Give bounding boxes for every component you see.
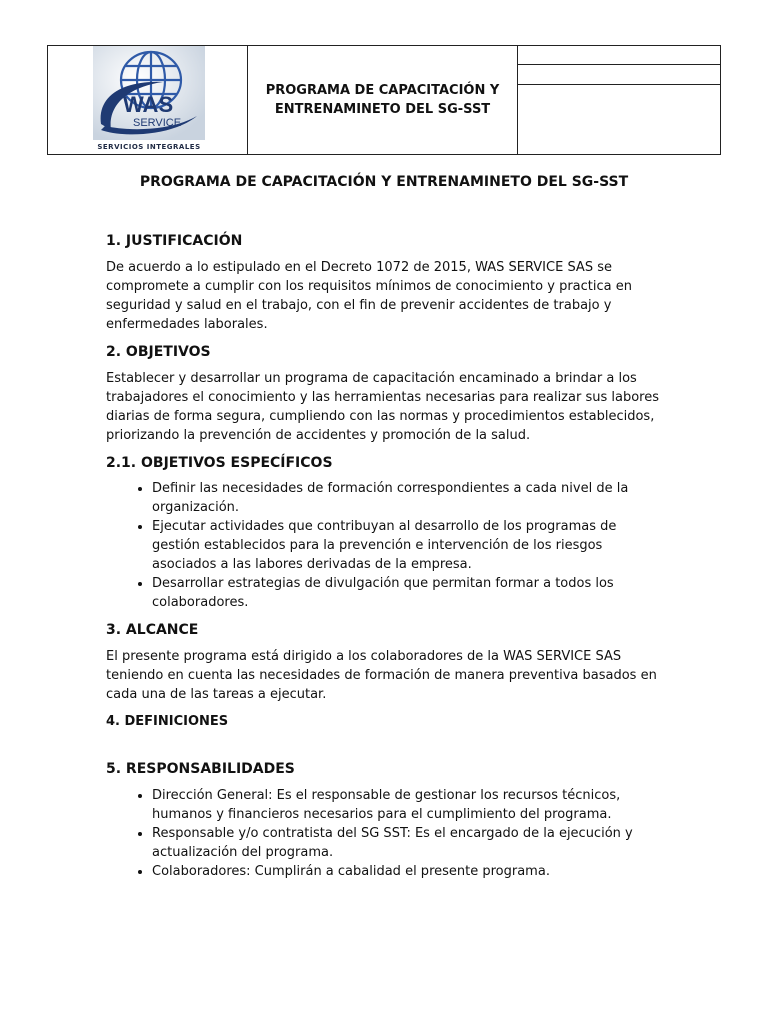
document-title: PROGRAMA DE CAPACITACIÓN Y ENTRENAMINETO DEL SG-SST <box>139 174 629 190</box>
list-item: • Desarrollar estrategias de divulgación que permitan formar a todos los colaboradores. <box>152 574 666 612</box>
header-meta-cell <box>518 46 720 154</box>
section-text-alcance: El presente programa está dirigido a los colaboradores de la WAS SERVICE SAS teniendo en cuenta las necesidades de formación de manera preventiva basados en cada una de las tareas a ejecutar. <box>106 649 657 702</box>
section-text-objetivos: Establecer y desarrollar un programa de capacitación encaminado a brindar a los trabajadores el conocimiento y las herramientas necesarias para realizar sus labores diarias de forma segura, cumpliendo con las normas y procedimientos establecidos, priorizando la prevención de accidentes y promoción de la salud. <box>106 371 659 443</box>
section-heading-objetivos: 2. OBJETIVOS <box>106 344 211 360</box>
objetivos-especificos-list <box>106 479 666 612</box>
list-item: • Dirección General: Es el responsable de gestionar los recursos técnicos, humanos y financieros necesarios para el cumplimiento del programa. <box>152 786 666 824</box>
document-header-table <box>47 45 721 155</box>
company-logo <box>93 46 205 154</box>
list-item: • Definir las necesidades de formación correspondientes a cada nivel de la organización. <box>152 479 666 517</box>
logo-caption: SERVICIOS INTEGRALES <box>93 140 205 154</box>
meta-row-version <box>518 65 720 85</box>
section-heading-definiciones: 4. DEFINICIONES <box>106 714 229 729</box>
list-item: • Colaboradores: Cumplirán a cabalidad el presente programa. <box>152 862 666 881</box>
header-title: PROGRAMA DE CAPACITACIÓN Y ENTRENAMINETO DEL SG-SST <box>248 46 518 154</box>
globe-logo-icon <box>93 46 205 140</box>
section-heading-responsabilidades: 5. RESPONSABILIDADES <box>106 761 295 777</box>
list-item: • Ejecutar actividades que contribuyan al desarrollo de los programas de gestión establecidos para la prevención e intervención de los riesgos asociados a las labores derivadas de la empresa. <box>152 517 666 574</box>
meta-row-code <box>518 46 720 65</box>
document-body <box>106 233 666 881</box>
responsabilidades-list <box>106 786 666 881</box>
list-item: • Responsable y/o contratista del SG SST: Es el encargado de la ejecución y actualización del programa. <box>152 824 666 862</box>
section-heading-justificacion: 1. JUSTIFICACIÓN <box>106 233 243 249</box>
section-heading-objetivos-especificos: 2.1. OBJETIVOS ESPECÍFICOS <box>106 455 333 471</box>
logo-cell <box>48 46 248 154</box>
section-heading-alcance: 3. ALCANCE <box>106 622 199 638</box>
logo-brand-text: WAS <box>123 92 174 117</box>
logo-sub-text: SERVICE <box>133 117 182 129</box>
section-text-justificacion: De acuerdo a lo estipulado en el Decreto 1072 de 2015, WAS SERVICE SAS se compromete a cumplir con los requisitos mínimos de conocimiento y practica en seguridad y salud en el trabajo, con el fin de prevenir accidentes de trabajo y enfermedades laborales. <box>106 260 632 332</box>
